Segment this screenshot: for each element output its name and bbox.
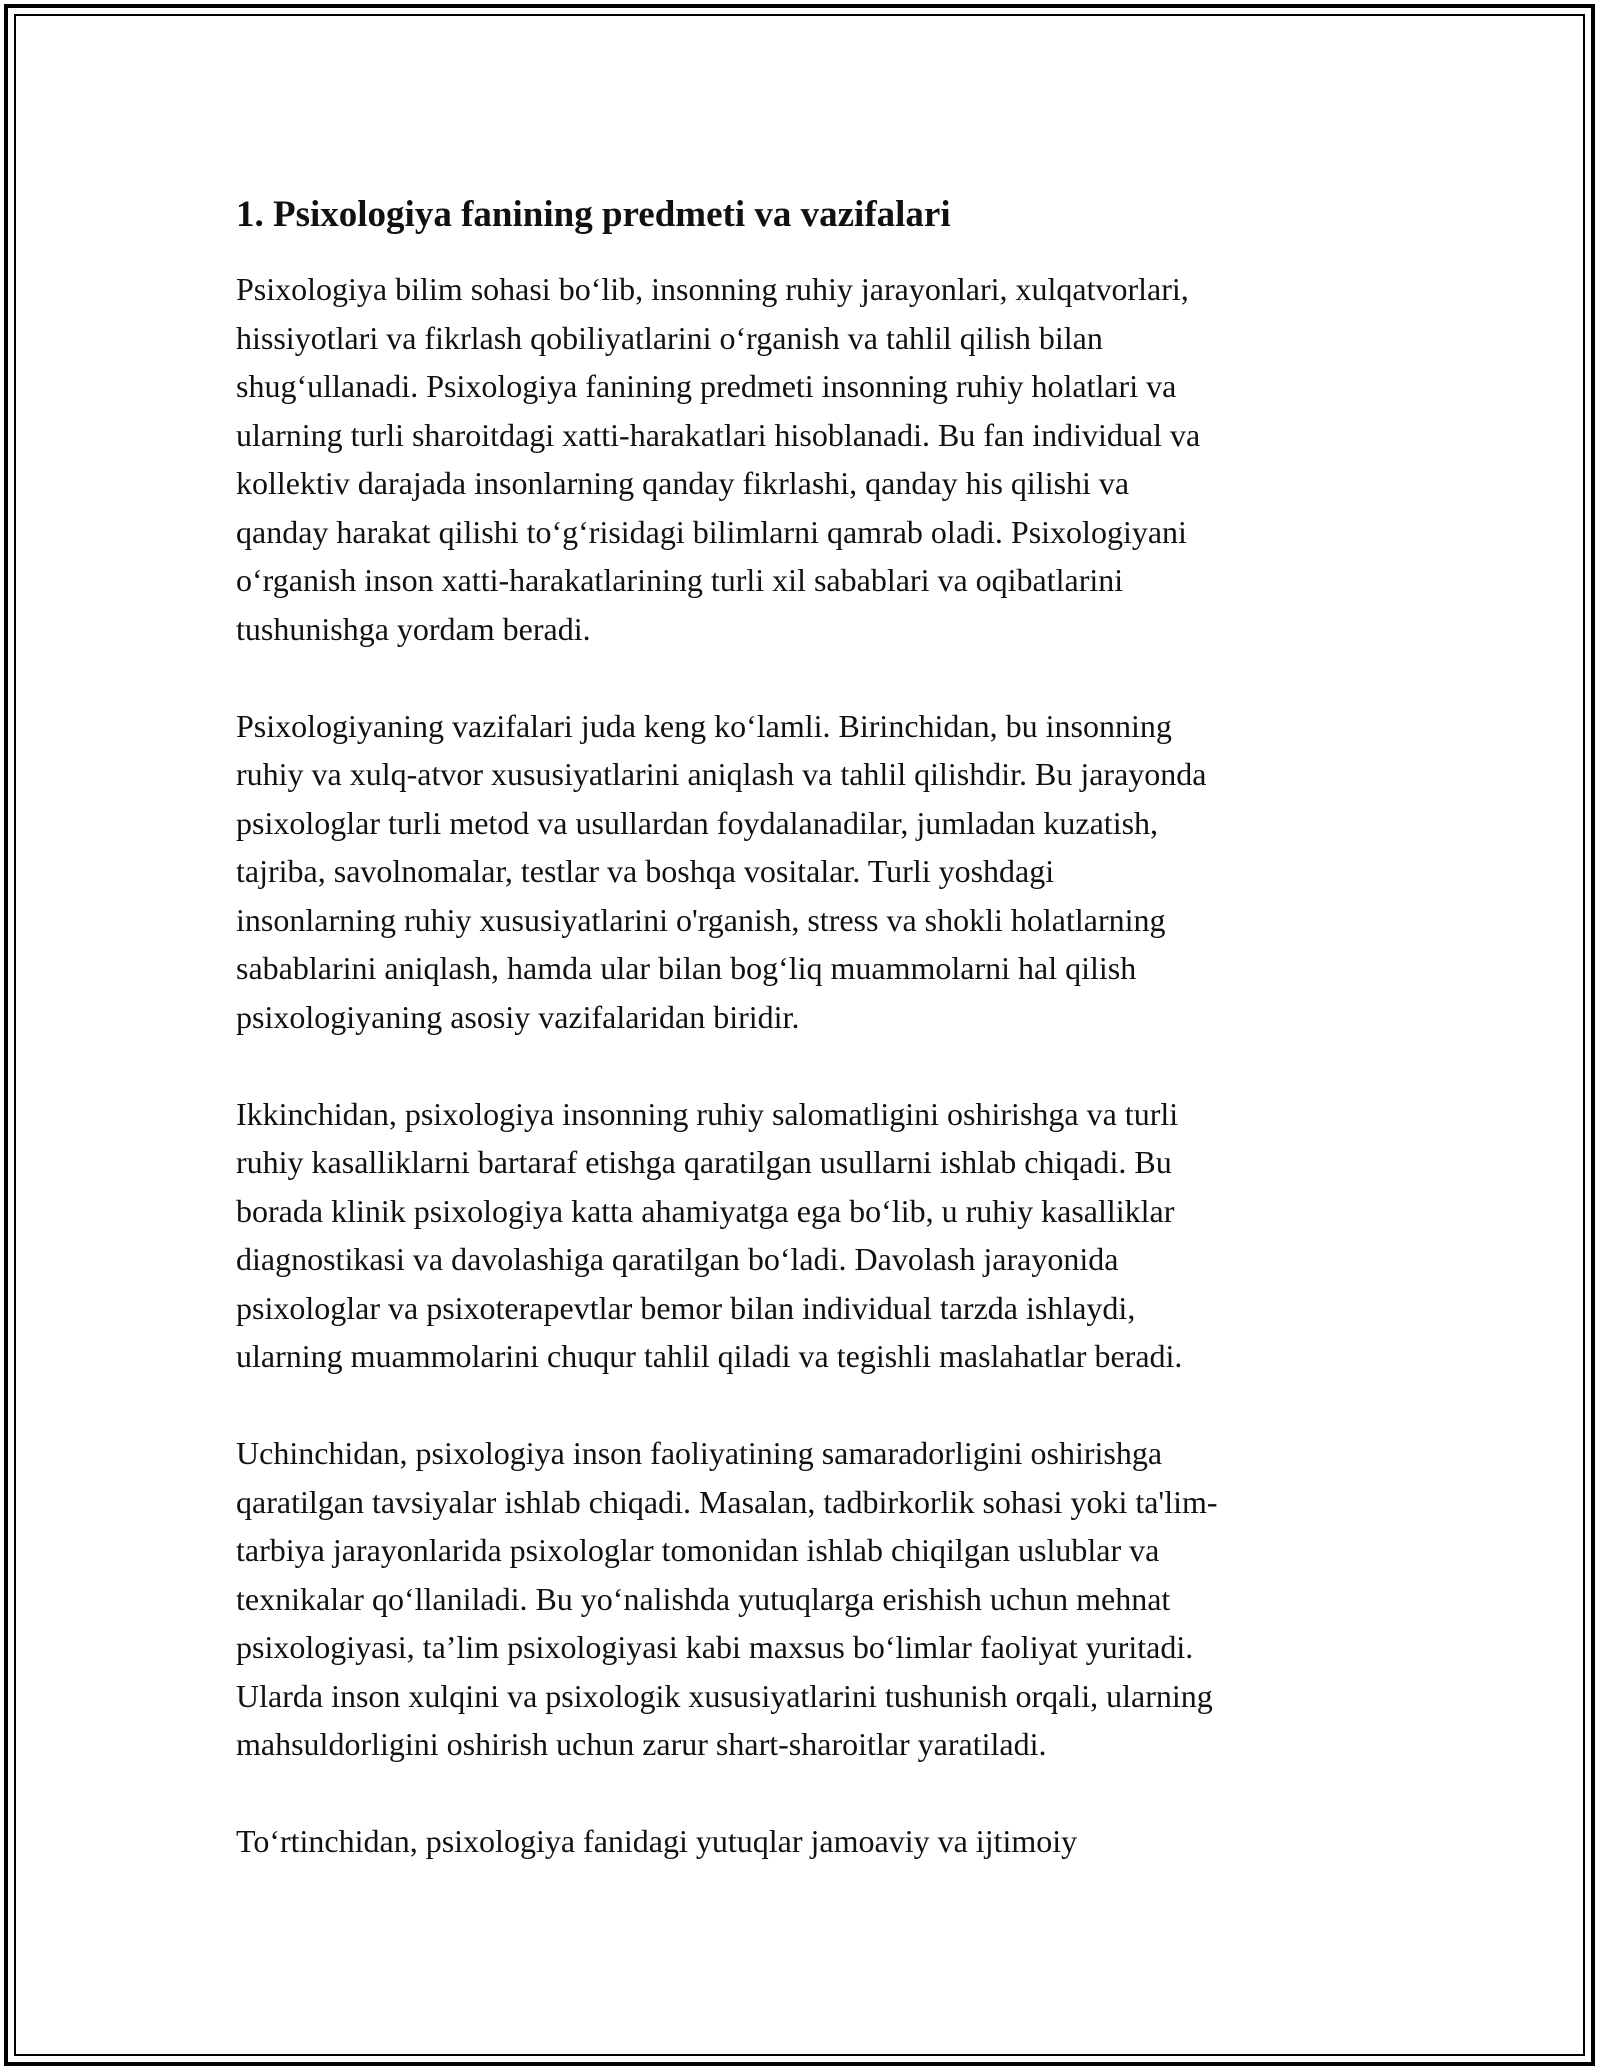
paragraph-line: Ikkinchidan, psixologiya insonning ruhiy salomatligini oshirishga va turli [236,1095,1179,1132]
paragraph-line: shug‘ullanadi. Psixologiya fanining predmeti insonning ruhiy holatlari va [236,368,1177,404]
paragraph-line: ruhiy kasalliklarni bartaraf etishga qaratilgan usullarni ishlab chiqadi. Bu [236,1144,1172,1180]
paragraph-line: Psixologiyaning vazifalari juda keng ko‘lamli. Birinchidan, bu insonning [236,707,1172,744]
paragraph-line: o‘rganish inson xatti-harakatlarining turli xil sabablari va oqibatlarini [236,562,1124,598]
paragraph-line: tajriba, savolnomalar, testlar va boshqa vositalar. Turli yoshdagi [236,853,1055,889]
paragraph-line: diagnostikasi va davolashiga qaratilgan bo‘ladi. Davolash jarayonida [236,1241,1119,1277]
paragraph-line: ularning turli sharoitdagi xatti-harakatlari hisoblanadi. Bu fan individual va [236,416,1201,453]
paragraph-line: psixologiyaning asosiy vazifalaridan biridir. [236,998,800,1035]
paragraph-subject [236,265,1376,653]
paragraph-line: Psixologiya bilim sohasi bo‘lib, insonning ruhiy jarayonlari, xulqatvorlari, [236,271,1189,307]
paragraph-line: tushunishga yordam beradi. [236,610,591,647]
paragraph-line: psixologlar va psixoterapevtlar bemor bilan individual tarzda ishlaydi, [236,1289,1136,1326]
paragraph-line: qaratilgan tavsiyalar ishlab chiqadi. Masalan, tadbirkorlik sohasi yoki ta'lim- [236,1483,1218,1520]
paragraph-line: insonlarning ruhiy xususiyatlarini o'rganish, stress va shokli holatlarning [236,901,1166,938]
paragraph-fourth [236,1817,1376,1866]
paragraph-line: kollektiv darajada insonlarning qanday fikrlashi, qanday his qilishi va [236,465,1130,501]
paragraph-line: Uchinchidan, psixologiya inson faoliyatining samaradorligini oshirishga [236,1435,1163,1471]
paragraph-line: psixologiyasi, ta’lim psixologiyasi kabi maxsus bo‘limlar faoliyat yuritadi. [236,1629,1194,1665]
paragraph-line: ularning muammolarini chuqur tahlil qiladi va tegishli maslahatlar beradi. [236,1338,1183,1374]
page-title: 1. Psixologiya fanining predmeti va vazifalari [236,194,951,235]
paragraph-line: texnikalar qo‘llaniladi. Bu yo‘nalishda yutuqlarga erishish uchun mehnat [236,1580,1171,1617]
paragraph-line: qanday harakat qilishi to‘g‘risidagi bilimlarni qamrab oladi. Psixologiyani [236,513,1187,550]
document-body [236,192,1376,1914]
paragraph-third [236,1429,1376,1769]
paragraph-second [236,1090,1376,1381]
paragraph-tasks [236,702,1376,1042]
paragraph-line: hissiyotlari va fikrlash qobiliyatlarini o‘rganish va tahlil qilish bilan [236,319,1103,356]
paragraph-line: borada klinik psixologiya katta ahamiyatga ega bo‘lib, u ruhiy kasalliklar [236,1192,1175,1229]
paragraph-line: mahsuldorligini oshirish uchun zarur shart-sharoitlar yaratiladi. [236,1726,1047,1762]
paragraph-line: sabablarini aniqlash, hamda ular bilan bog‘liq muammolarni hal qilish [236,950,1137,986]
paragraph-line: To‘rtinchidan, psixologiya fanidagi yutuqlar jamoaviy va ijtimoiy [236,1823,1078,1859]
paragraph-line: tarbiya jarayonlarida psixologlar tomonidan ishlab chiqilgan uslublar va [236,1532,1160,1568]
paragraph-line: ruhiy va xulq-atvor xususiyatlarini aniqlash va tahlil qilishdir. Bu jarayonda [236,756,1207,792]
paragraph-line: Ularda inson xulqini va psixologik xususiyatlarini tushunish orqali, ularning [236,1677,1213,1714]
paragraph-line: psixologlar turli metod va usullardan foydalanadilar, jumladan kuzatish, [236,804,1159,841]
